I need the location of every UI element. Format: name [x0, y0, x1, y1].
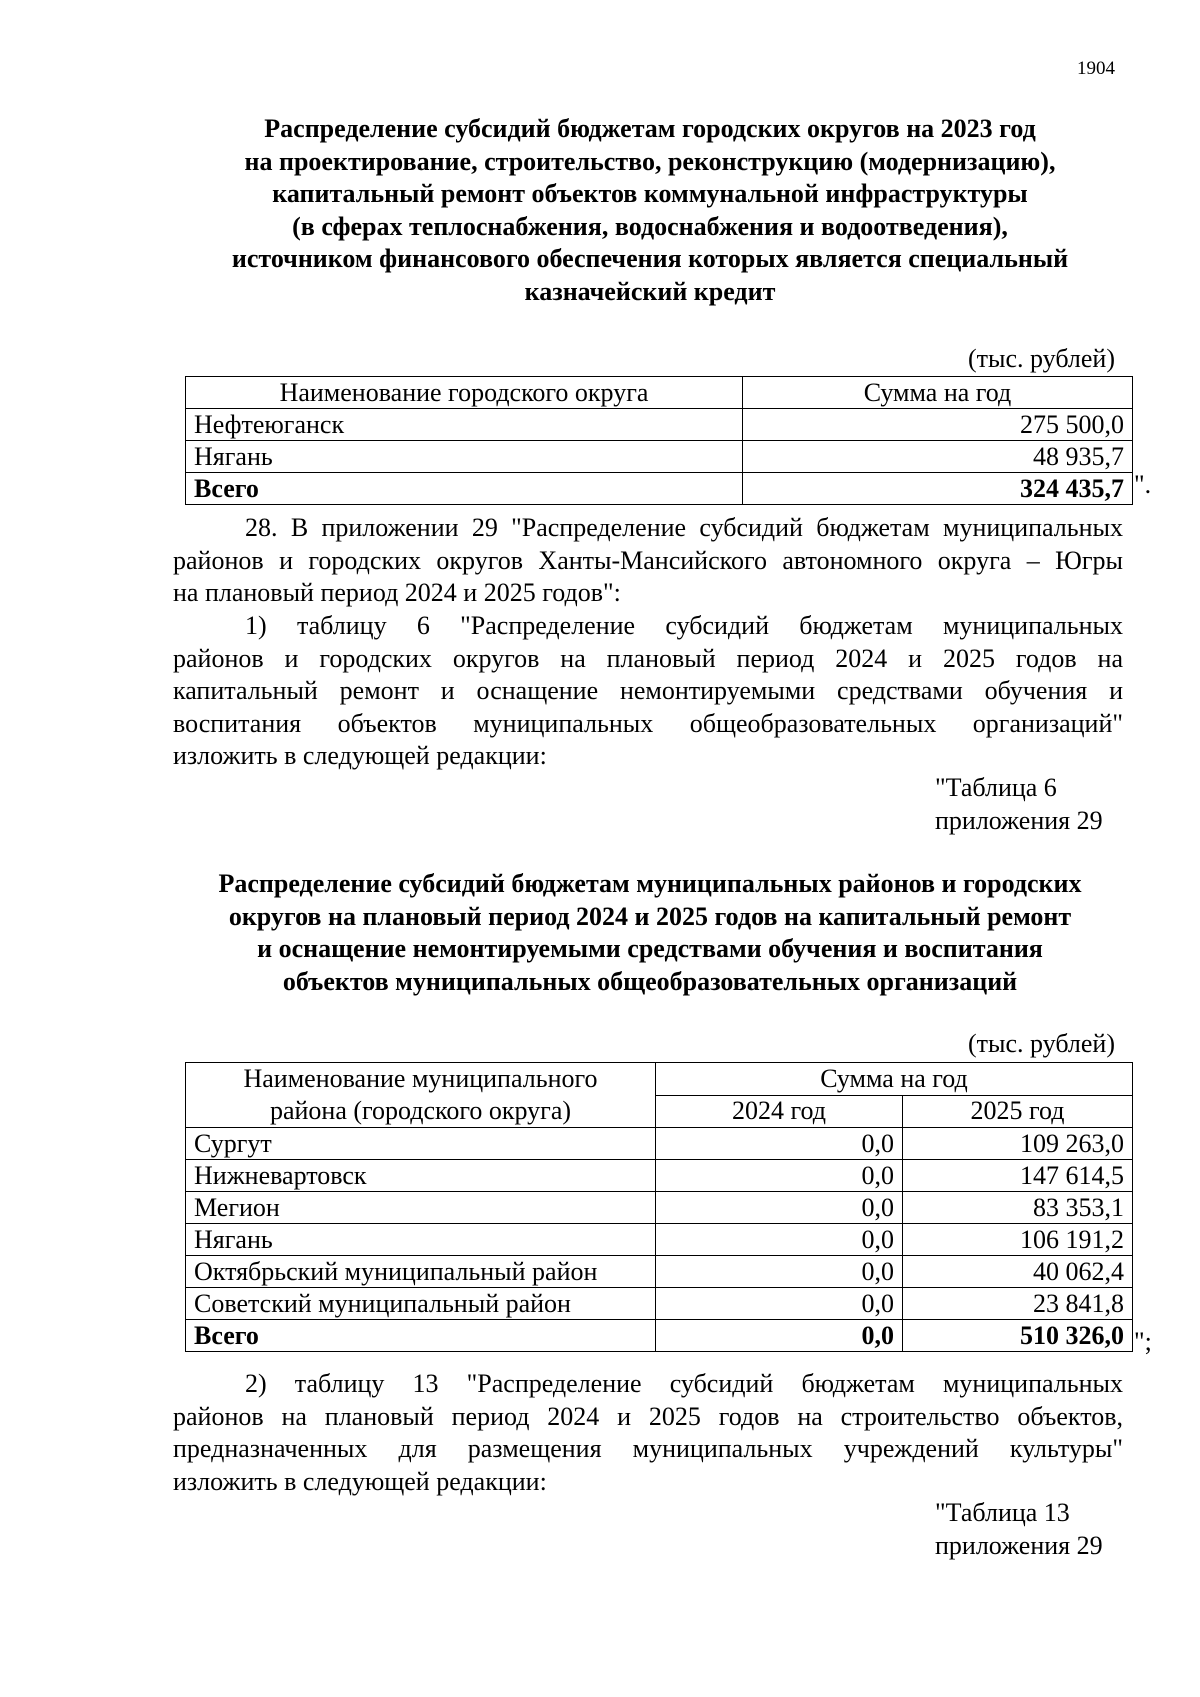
- reference-line: приложения 29: [935, 1530, 1103, 1560]
- cell-2025: 147 614,5: [903, 1160, 1133, 1192]
- cell-name: Нефтеюганск: [186, 409, 743, 441]
- reference-line: "Таблица 6: [935, 773, 1057, 802]
- table-row: [186, 441, 1133, 473]
- column-header-2024: 2024 год: [656, 1095, 903, 1128]
- paragraph-line: воспитания объектов муниципальных общеобразовательных организаций": [173, 708, 1123, 738]
- item-2: [173, 1368, 1123, 1498]
- title-line: источником финансового обеспечения которых является специальный: [231, 244, 1069, 273]
- cell-name: Мегион: [186, 1192, 656, 1224]
- title-line: округов на плановый период 2024 и 2025 годов на капитальный ремонт: [228, 901, 1072, 931]
- reference-line: приложения 29: [935, 805, 1103, 835]
- table-subsidies-2023: [185, 376, 1133, 505]
- section2-title: [170, 868, 1130, 998]
- section1-title: [170, 113, 1130, 308]
- paragraph-28: [173, 512, 1123, 610]
- cell-2024: 0,0: [656, 1288, 903, 1320]
- title-line: Распределение субсидий бюджетам муниципальных районов и городских: [218, 869, 1082, 898]
- table-header-row: [186, 377, 1133, 409]
- table2-closing-quote: ";: [1134, 1327, 1152, 1356]
- cell-name: Нягань: [186, 1224, 656, 1256]
- table-row: [186, 1160, 1133, 1192]
- cell-name: Нягань: [186, 441, 743, 473]
- cell-2024: 0,0: [656, 1128, 903, 1160]
- table-header-row: [186, 1063, 1133, 1096]
- table-subsidies-2024-2025: [185, 1062, 1133, 1352]
- column-header-sum: Сумма на год: [656, 1063, 1133, 1096]
- cell-name: Нижневартовск: [186, 1160, 656, 1192]
- table13-reference: [935, 1497, 1103, 1562]
- cell-2024: 0,0: [656, 1160, 903, 1192]
- table6-reference: [935, 772, 1103, 837]
- title-line: объектов муниципальных общеобразовательных организаций: [282, 966, 1018, 996]
- paragraph-line: 1) таблицу 6 "Распределение субсидий бюджетам муниципальных: [245, 611, 1123, 640]
- table-row: [186, 1192, 1133, 1224]
- reference-line: "Таблица 13: [935, 1498, 1070, 1527]
- column-header-sum: Сумма на год: [743, 377, 1133, 409]
- cell-total-name: Всего: [186, 1320, 656, 1352]
- cell-name: Октябрьский муниципальный район: [186, 1256, 656, 1288]
- table-row: [186, 409, 1133, 441]
- item-1: [173, 610, 1123, 773]
- title-line: на проектирование, строительство, реконструкцию (модернизацию),: [244, 146, 1056, 176]
- paragraph-line: изложить в следующей редакции:: [173, 741, 547, 770]
- column-header-2025: 2025 год: [903, 1095, 1133, 1128]
- cell-2024: 0,0: [656, 1256, 903, 1288]
- section2-unit: (тыс. рублей): [967, 1029, 1115, 1058]
- paragraph-line: районов на плановый период 2024 и 2025 годов на строительство объектов,: [173, 1401, 1123, 1431]
- table-row: [186, 1288, 1133, 1320]
- paragraph-line: предназначенных для размещения муниципальных учреждений культуры": [173, 1434, 1123, 1463]
- column-header-name: Наименование городского округа: [186, 377, 743, 409]
- cell-name: Сургут: [186, 1128, 656, 1160]
- paragraph-line: изложить в следующей редакции:: [173, 1466, 547, 1496]
- header-line: Наименование муниципального: [243, 1064, 598, 1093]
- cell-2025: 40 062,4: [903, 1256, 1133, 1288]
- cell-total-2025: 510 326,0: [903, 1320, 1133, 1352]
- paragraph-line: 28. В приложении 29 "Распределение субсидий бюджетам муниципальных: [245, 513, 1123, 542]
- page-number: 1904: [1077, 58, 1115, 79]
- table-total-row: [186, 1320, 1133, 1352]
- table-row: [186, 1256, 1133, 1288]
- cell-total-name: Всего: [186, 473, 743, 505]
- cell-total-2024: 0,0: [656, 1320, 903, 1352]
- title-line: и оснащение немонтируемыми средствами обучения и воспитания: [257, 934, 1043, 963]
- cell-2025: 83 353,1: [903, 1192, 1133, 1224]
- section1-unit: (тыс. рублей): [967, 344, 1115, 373]
- title-line: (в сферах теплоснабжения, водоснабжения и водоотведения),: [292, 211, 1008, 241]
- cell-total-sum: 324 435,7: [743, 473, 1133, 505]
- cell-2025: 106 191,2: [903, 1224, 1133, 1256]
- column-header-name: [186, 1063, 656, 1128]
- header-line: района (городского округа): [269, 1096, 572, 1125]
- table-row: [186, 1224, 1133, 1256]
- paragraph-line: районов и городских округов на плановый период 2024 и 2025 годов на: [173, 643, 1123, 673]
- cell-sum: 48 935,7: [743, 441, 1133, 473]
- cell-2025: 23 841,8: [903, 1288, 1133, 1320]
- paragraph-line: капитальный ремонт и оснащение немонтируемыми средствами обучения и: [173, 676, 1123, 705]
- title-line: капитальный ремонт объектов коммунальной инфраструктуры: [272, 179, 1028, 208]
- cell-2025: 109 263,0: [903, 1128, 1133, 1160]
- title-line: Распределение субсидий бюджетам городских округов на 2023 год: [264, 114, 1036, 143]
- table-row: [186, 1128, 1133, 1160]
- paragraph-line: 2) таблицу 13 "Распределение субсидий бюджетам муниципальных: [245, 1369, 1123, 1398]
- paragraph-line: на плановый период 2024 и 2025 годов":: [173, 578, 621, 607]
- paragraph-line: районов и городских округов Ханты-Мансийского автономного округа – Югры: [173, 545, 1123, 575]
- table1-closing-quote: ".: [1134, 470, 1152, 499]
- title-line: казначейский кредит: [524, 276, 776, 306]
- table-total-row: [186, 473, 1133, 505]
- cell-2024: 0,0: [656, 1224, 903, 1256]
- cell-2024: 0,0: [656, 1192, 903, 1224]
- cell-sum: 275 500,0: [743, 409, 1133, 441]
- cell-name: Советский муниципальный район: [186, 1288, 656, 1320]
